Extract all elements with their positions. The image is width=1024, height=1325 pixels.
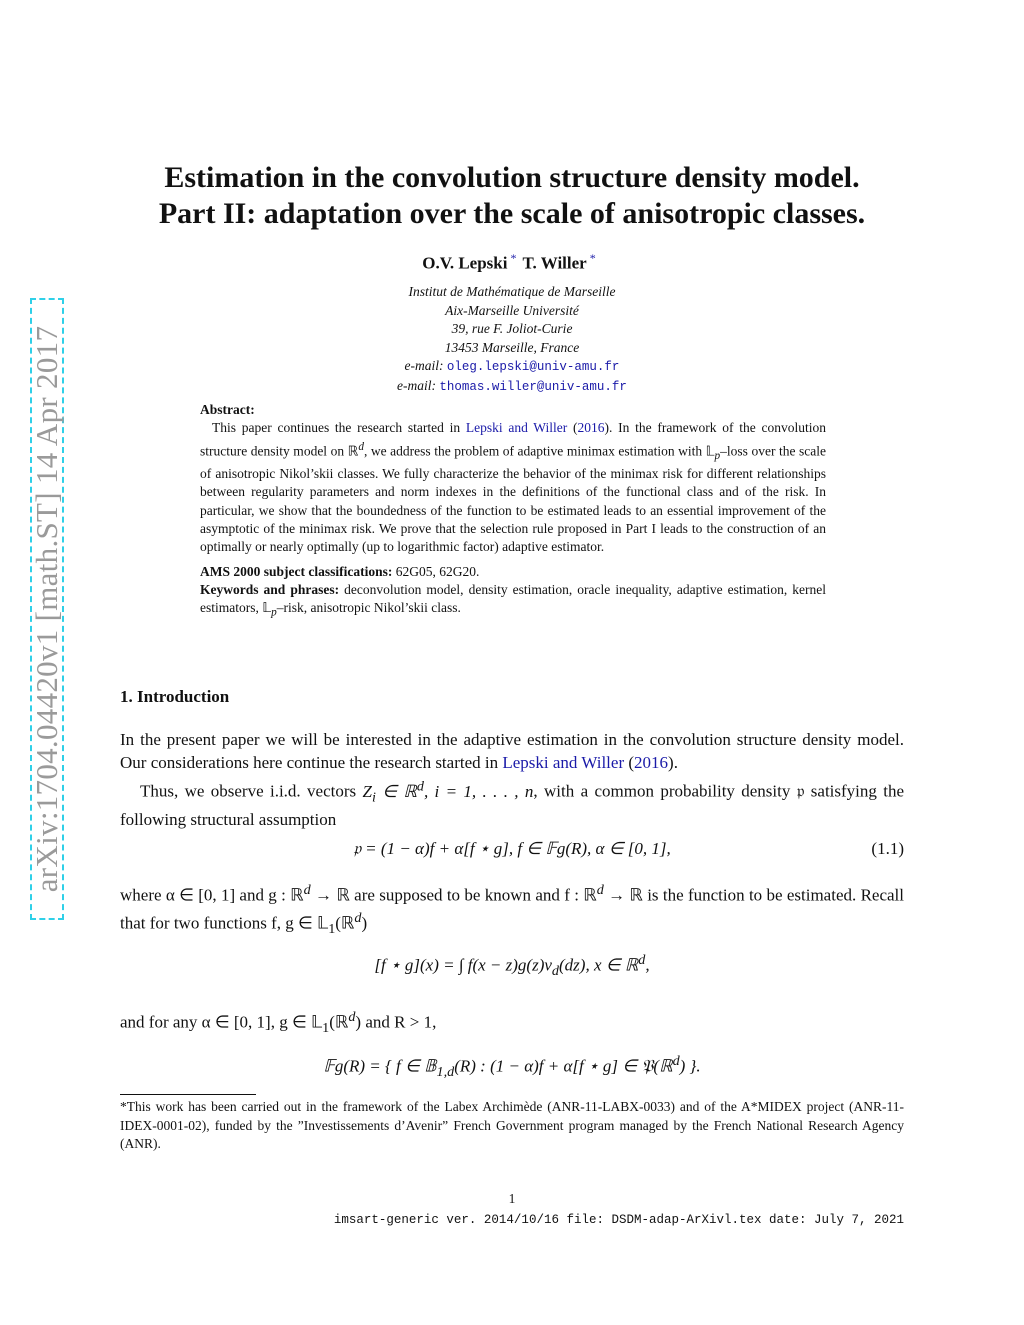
arxiv-stamp	[30, 298, 64, 920]
keywords-label: Keywords and phrases:	[200, 581, 340, 597]
keywords-value: deconvolution model, density estimation, oracle inequality, adaptive estimation, kernel estimators, 𝕃	[200, 581, 827, 616]
class-definition-equation: 𝔽g(R) = { f ∈ 𝔹$_{1,d}$(R) : (1 − α)f + α[f ⋆ g] ∈ 𝔓(ℝ$^d$) }.	[323, 1053, 701, 1081]
abstract-body: This paper continues the research started in Lepski and Willer (2016). In the framework of the convolution structure density model on ℝ$^d$, we address the problem of adaptive minimax estimation with 𝕃$_p$–loss over the scale of anisotropic Nikol’skii classes. We fully characterize the behavior of the minimax risk for different relationships between regularity parameters and norm indexes in the definitions of the functional class and of the risk. In particular, we show that the boundedness of the function to be estimated leads to an essential improvement of the asymptotic of the minimax risk. We prove that the selection rule proposed in Part I leads to the construction of an optimally or nearly optimally (up to logarithmic factor) adaptive estimator.	[200, 420, 827, 555]
citation-link[interactable]: Lepski and Willer	[502, 752, 625, 772]
convolution-equation: [f ⋆ g](x) = ∫ $f(x - z)g(z)\nu_d(dz)$, x ∈ ℝ$^d$,	[374, 952, 650, 980]
email-link-lepski[interactable]: oleg.lepski@univ-amu.fr	[446, 360, 620, 374]
imsart-footer: imsart-generic ver. 2014/10/16 file: DSDM-adap-ArXivl.tex date: July 7, 2021	[333, 1213, 904, 1227]
abstract-text: –loss over the scale of anisotropic Nikol’skii classes. We fully characterize the behavior of the minimax risk for different relationships between regularity parameters and norm indexes in the definitions of the functional class and of the risk. In particular, we show that the boundedness of the function to be estimated leads to an essential improvement of the asymptotic of the minimax risk. We prove that the selection rule proposed in Part I leads to the construction of an optimally or nearly optimally (up to logarithmic factor) adaptive estimator.	[200, 443, 827, 555]
intro-paragraph-1: In the present paper we will be interested in the adaptive estimation in the convolution structure density model. Our considerations here continue the research started in Lepski and Willer (2016).	[120, 730, 904, 772]
paragraph-text: In the present paper we will be interested in the adaptive estimation in the convolution structure density model. Our considerations here continue the research started in	[120, 730, 904, 772]
ams-classification	[200, 563, 826, 581]
affiliation-city: 13453 Marseille, France	[444, 339, 580, 355]
keywords: Keywords and phrases: deconvolution model, density estimation, oracle inequality, adaptive estimation, kernel estimators, 𝕃$_p$–risk, anisotropic Nikol’skii class.	[200, 581, 827, 619]
ams-label: AMS 2000 subject classifications:	[200, 563, 393, 579]
paragraph-text: where α ∈ [0, 1] and g : ℝ	[120, 885, 304, 905]
paragraph-text: satisfying the following structural assumption	[120, 781, 905, 829]
affiliation	[100, 283, 924, 396]
abstract-text: , we address the problem of adaptive minimax estimation with 𝕃	[363, 443, 715, 459]
paragraph-text: → ℝ are supposed to be known and f : ℝ	[310, 885, 597, 905]
paper-title	[100, 160, 924, 232]
affiliation-institute: Institut de Mathématique de Marseille	[408, 284, 616, 299]
email-label: e-mail:	[397, 377, 437, 393]
intro-paragraph-3: where α ∈ [0, 1] and g : ℝ$^d$ → ℝ are supposed to be known and f : ℝ$^d$ → ℝ is the function to be estimated. Recall that for two functions f, g ∈ 𝕃$_1$(ℝ$^d$)	[120, 882, 904, 938]
equation-number: (1.1)	[871, 839, 904, 858]
author-footnote-mark[interactable]: *	[589, 251, 596, 265]
equation-text: (R) : (1 − α)f + α[f ⋆ g] ∈ 𝔓(ℝ	[454, 1056, 673, 1076]
author-willer: T. Willer	[522, 253, 587, 273]
citation-year-link[interactable]: 2016	[634, 752, 669, 772]
page-number: 1	[508, 1191, 516, 1206]
keywords-tail: –risk, anisotropic Nikol’skii class.	[276, 600, 461, 616]
paragraph-text: Thus, we observe i.i.d. vectors	[140, 781, 357, 801]
footnote-rule	[120, 1094, 256, 1095]
abstract	[200, 401, 826, 622]
equation-text: 𝔽g(R) = { f ∈ 𝔹	[323, 1056, 437, 1076]
abstract-heading: Abstract:	[200, 402, 255, 417]
title-line-1: Estimation in the convolution structure density model.	[164, 161, 860, 194]
paragraph-text: and R > 1,	[361, 1012, 437, 1032]
abstract-text: . In the framework of the convolution structure density model on ℝ	[200, 420, 826, 459]
email-link-willer[interactable]: thomas.willer@univ-amu.fr	[439, 379, 627, 394]
section-heading-introduction: 1. Introduction	[120, 687, 230, 706]
citation-link[interactable]: Lepski and Willer	[465, 420, 568, 436]
title-line-2: Part II: adaptation over the scale of anisotropic classes.	[158, 197, 866, 230]
equation-text: (dz), x ∈ ℝ	[559, 955, 639, 975]
intro-paragraph-2: Thus, we observe i.i.d. vectors $Z_i$ ∈ ℝ$^d$, i = 1, . . . , n, with a common probability density 𝔭 satisfying the following structural assumption	[120, 778, 905, 829]
email-line-1	[100, 357, 924, 377]
paragraph-text: → ℝ is the function to be estimated. Recall that for two functions f, g ∈ 𝕃	[120, 885, 904, 933]
ams-value: 62G05, 62G20.	[395, 563, 480, 579]
citation-year-link[interactable]: 2016	[577, 420, 605, 436]
equation-text: [f ⋆ g](x) = ∫ f(x − z)g(z)ν	[374, 955, 552, 975]
arxiv-stamp-text: arXiv:1704.04420v1 [math.ST] 14 Apr 2017	[29, 325, 64, 893]
intro-paragraph-4: and for any α ∈ [0, 1], g ∈ 𝕃$_1$(ℝ$^d$) and R > 1,	[120, 1009, 437, 1037]
footnote: *This work has been carried out in the framework of the Labex Archimède (ANR-11-LABX-0033) and of the A*MIDEX project (ANR-11-IDEX-0001-02), funded by the ”Investissements d’Avenir” French Government program managed by the French National Research Agency (ANR).	[120, 1099, 904, 1151]
email-line-2	[100, 377, 924, 397]
affiliation-university: Aix-Marseille Université	[445, 302, 579, 318]
author-list	[100, 251, 924, 274]
equation-1-1: 𝔭 = (1 − α)f + α[f ⋆ g], f ∈ 𝔽g(R), α ∈ [0, 1],	[353, 839, 671, 858]
abstract-text: This paper continues the research started in	[212, 420, 461, 436]
email-label: e-mail:	[404, 358, 444, 373]
affiliation-street: 39, rue F. Joliot-Curie	[451, 321, 573, 336]
paragraph-text: and for any α ∈ [0, 1], g ∈ 𝕃	[120, 1012, 323, 1032]
author-lepski: O.V. Lepski	[422, 253, 508, 273]
author-footnote-mark[interactable]: *	[510, 251, 517, 265]
paragraph-text: , with a common probability density	[533, 781, 791, 801]
